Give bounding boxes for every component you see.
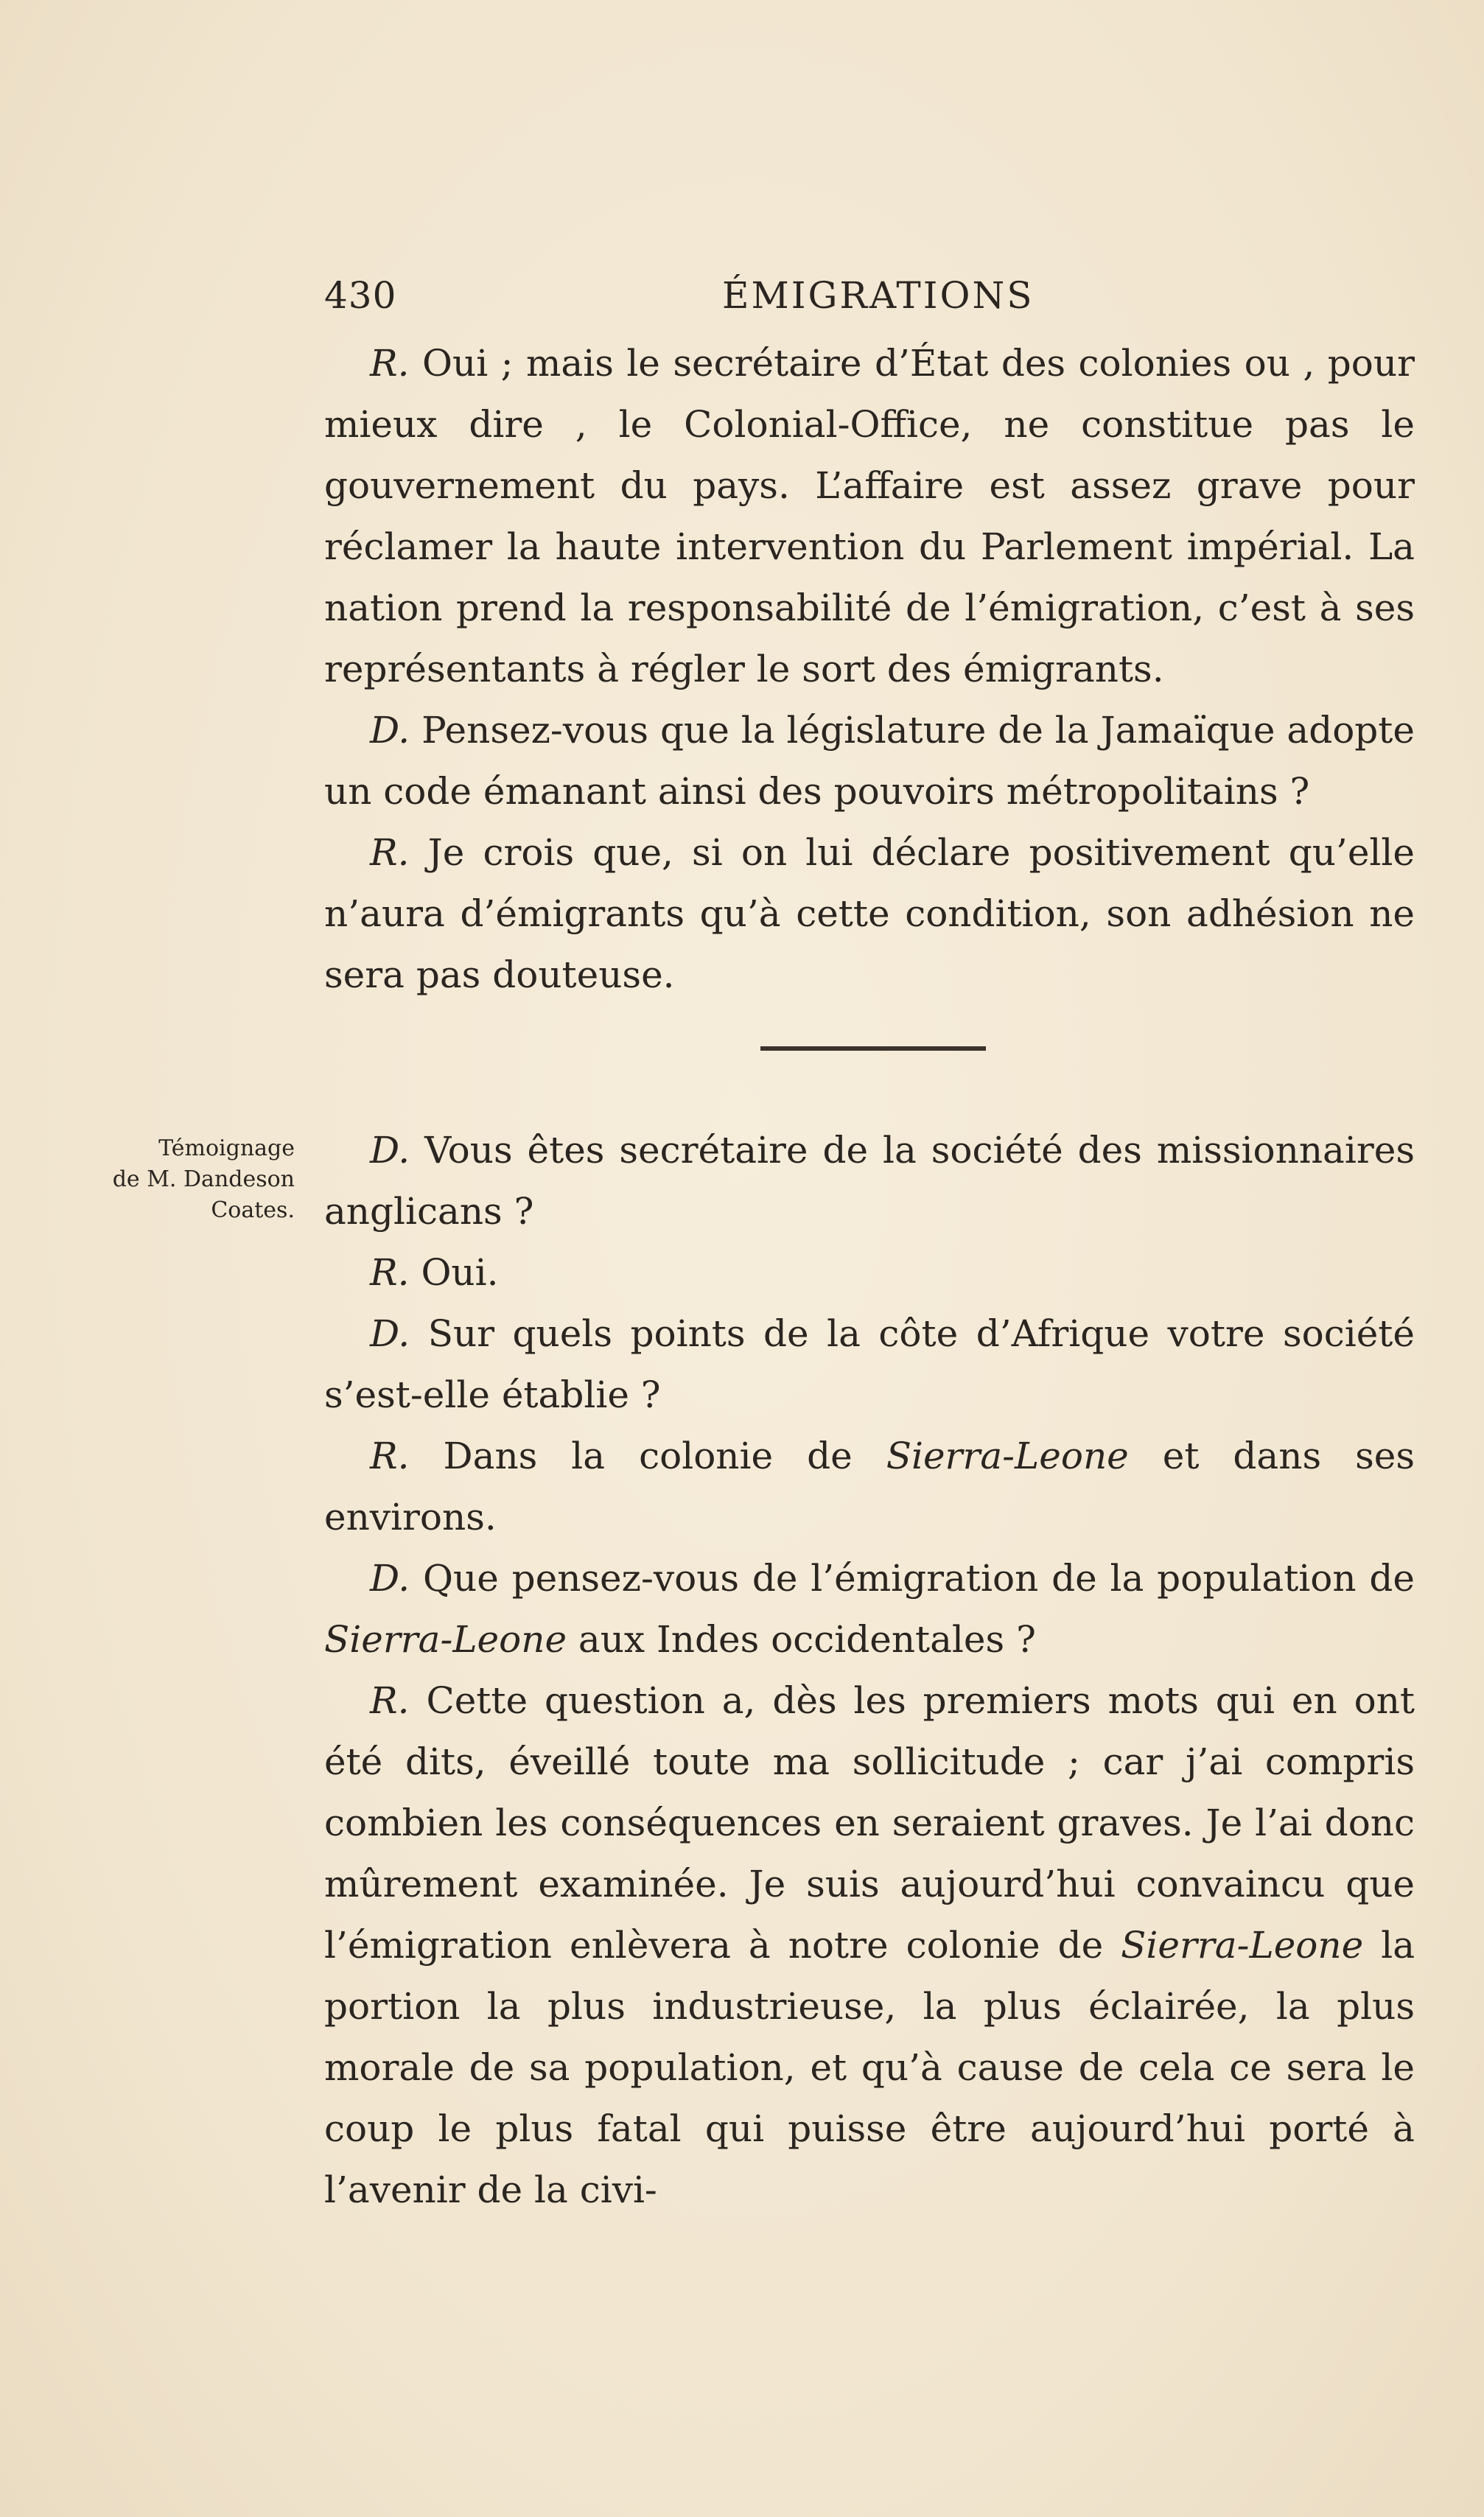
- speaker-label: R.: [370, 1435, 410, 1477]
- page-header: [324, 274, 1415, 326]
- section-separator: [760, 1046, 986, 1051]
- paragraph: [324, 1426, 1415, 1548]
- paragraph-text: Sur quels points de la côte d’Afrique votre société s’est-elle établie ?: [324, 1312, 1415, 1416]
- paragraph-text: Cette question a, dès les premiers mots qui en ont été dits, éveillé toute ma sollicitude ; car j’ai compris combien les conséquences en seraient graves. Je l’ai donc mûrement examinée. Je suis aujourd’hui convaincu que l’émigration enlèvera à notre colonie de: [324, 1679, 1415, 1967]
- paragraph: [324, 1242, 1415, 1303]
- margin-note-line: Témoignage: [158, 1135, 295, 1161]
- speaker-label: R.: [370, 831, 410, 874]
- place-name: Sierra-Leone: [324, 1618, 567, 1661]
- paragraph-text: Dans la colonie de: [409, 1435, 886, 1477]
- margin-note-line: de M. Dandeson: [112, 1166, 295, 1192]
- paragraph: [324, 1548, 1415, 1670]
- place-name: Sierra-Leone: [1121, 1924, 1364, 1967]
- paragraph: [324, 1120, 1415, 1242]
- paragraph-text: Pensez-vous que la législature de la Jamaïque adopte un code émanant ainsi des pouvoirs métropolitains ?: [324, 709, 1415, 813]
- margin-note: [59, 1133, 295, 1226]
- speaker-label: D.: [370, 1129, 410, 1172]
- paragraph: [324, 1303, 1415, 1426]
- text-block-bottom: [324, 1120, 1415, 2221]
- speaker-label: R.: [370, 1251, 410, 1294]
- page-number: 430: [324, 274, 397, 317]
- paragraph-text: aux Indes occidentales ?: [567, 1618, 1036, 1661]
- paragraph: [324, 333, 1415, 700]
- paragraph-text: Je crois que, si on lui déclare positivement qu’elle n’aura d’émigrants qu’à cette condition, son adhésion ne sera pas douteuse.: [324, 831, 1415, 996]
- paragraph-text: Oui ; mais le secrétaire d’État des colonies ou , pour mieux dire , le Colonial-Office, ne constitue pas le gouvernement du pays. L’affaire est assez grave pour réclamer la haute intervention du Parlement impérial. La nation prend la responsabilité de l’émigration, c’est à ses représentants à régler le sort des émigrants.: [324, 342, 1415, 690]
- paragraph: [324, 822, 1415, 1006]
- speaker-label: D.: [370, 1312, 410, 1355]
- paragraph: [324, 1670, 1415, 2221]
- speaker-label: D.: [370, 1557, 410, 1600]
- paragraph-text: Vous êtes secrétaire de la société des missionnaires anglicans ?: [324, 1129, 1415, 1233]
- speaker-label: R.: [370, 1679, 410, 1722]
- speaker-label: R.: [370, 342, 410, 385]
- paragraph-text: Oui.: [409, 1251, 499, 1294]
- paragraph: [324, 700, 1415, 822]
- paragraph-text: Que pensez-vous de l’émigration de la population de: [410, 1557, 1415, 1600]
- margin-note-line: Coates.: [211, 1197, 295, 1223]
- speaker-label: D.: [370, 709, 410, 752]
- text-block-top: [324, 333, 1415, 1006]
- place-name: Sierra-Leone: [886, 1435, 1129, 1477]
- running-title: ÉMIGRATIONS: [722, 274, 1035, 317]
- paragraph-text: et dans ses environs.: [324, 1435, 1415, 1538]
- paragraph-text: la portion la plus industrieuse, la plus éclairée, la plus morale de sa population, et qu’à cause de cela ce sera le coup le plus fatal qui puisse être aujourd’hui porté à l’avenir de la civi-: [324, 1924, 1415, 2211]
